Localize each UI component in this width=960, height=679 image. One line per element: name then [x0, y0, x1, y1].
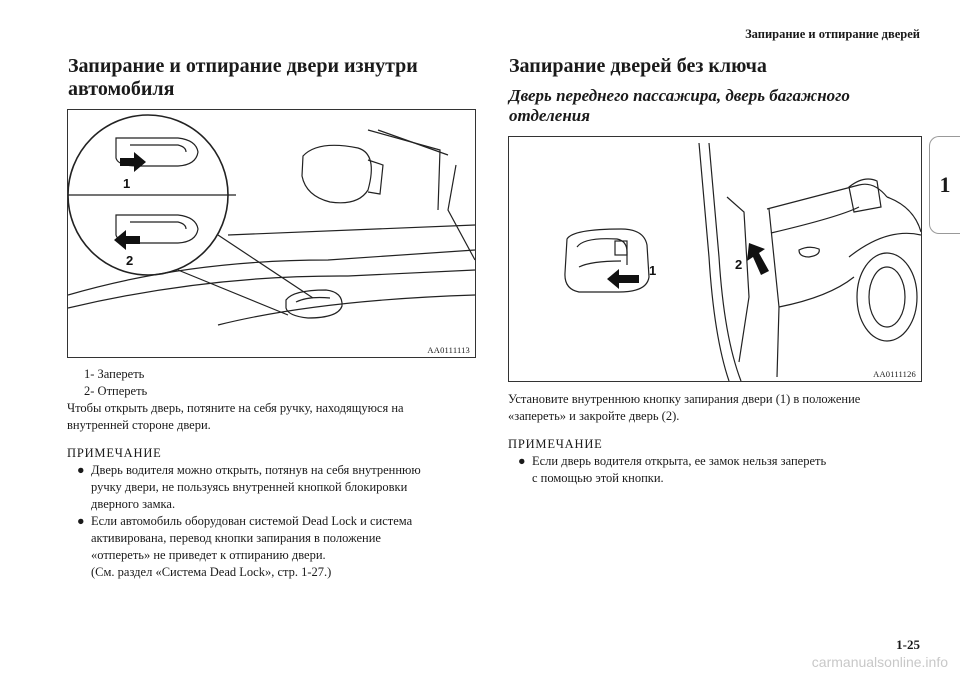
fig-label-2: 2: [126, 253, 134, 268]
figure-code: AA0111126: [873, 369, 916, 379]
unlock-arrow-icon: [114, 230, 140, 250]
note-line: активирована, перевод кнопки запирания в положение: [91, 531, 381, 545]
lock-arrow-icon: [120, 152, 146, 172]
figure-code: AA0111113: [427, 345, 470, 355]
right-figure: [508, 136, 922, 382]
right-subtitle: [509, 86, 850, 126]
legend-item-2: 2- Отпереть: [84, 384, 148, 398]
running-header: Запирание и отпирание дверей: [745, 27, 920, 41]
left-body-line1: Чтобы открыть дверь, потяните на себя ручку, находящуюся на: [67, 401, 404, 415]
note-line: с помощью этой кнопки.: [532, 471, 664, 485]
note-line: ручку двери, не пользуясь внутренней кнопкой блокировки: [91, 480, 408, 494]
chapter-tab: 1: [929, 136, 960, 234]
note-line: Дверь водителя можно открыть, потянув на себя внутреннюю: [91, 463, 421, 477]
bullet-icon: ●: [77, 514, 85, 528]
lock-arrow-icon: [607, 269, 639, 289]
left-figure: [67, 109, 476, 358]
door-interior-illustration: [68, 110, 475, 357]
note-line: дверного замка.: [91, 497, 176, 511]
note-line: Если дверь водителя открыта, ее замок нельзя запереть: [532, 454, 827, 468]
note-bullet-2: [67, 513, 487, 581]
right-body-line1: Установите внутреннюю кнопку запирания двери (1) в положение: [508, 392, 861, 406]
figure-legend: [84, 366, 147, 400]
note-line: «отпереть» не приведет к отпиранию двери.: [91, 548, 326, 562]
page-number: 1-25: [896, 637, 920, 652]
bullet-icon: ●: [77, 463, 85, 477]
close-door-arrow-icon: [747, 243, 769, 275]
note-line: (См. раздел «Система Dead Lock», стр. 1-27.): [91, 565, 332, 579]
left-title-line1: Запирание и отпирание двери изнутри: [68, 55, 418, 77]
left-body-line2: внутренней стороне двери.: [67, 418, 211, 432]
left-title-line2: автомобиля: [68, 78, 175, 100]
fig-label-1: 1: [123, 176, 131, 191]
note-line: Если автомобиль оборудован системой Dead Lock и система: [91, 514, 413, 528]
door-lock-illustration: [509, 137, 921, 381]
note-bullet-1: [508, 453, 918, 487]
legend-item-1: 1- Запереть: [84, 367, 145, 381]
fig-label-1: 1: [649, 263, 657, 278]
fig-label-2: 2: [735, 257, 743, 272]
left-title: [68, 55, 418, 101]
right-subtitle-line1: Дверь переднего пассажира, дверь багажного: [509, 86, 850, 105]
left-body: [67, 400, 404, 434]
right-body-line2: «запереть» и закройте дверь (2).: [508, 409, 680, 423]
right-title: Запирание дверей без ключа: [509, 55, 767, 77]
right-note: [508, 436, 918, 487]
note-bullet-1: [67, 462, 487, 513]
right-subtitle-line2: отделения: [509, 106, 590, 125]
watermark: carmanualsonline.info: [811, 654, 948, 670]
left-note: [67, 445, 487, 581]
bullet-icon: ●: [518, 454, 526, 468]
note-heading: ПРИМЕЧАНИЕ: [67, 446, 162, 460]
note-heading: ПРИМЕЧАНИЕ: [508, 437, 603, 451]
right-body: [508, 391, 860, 425]
